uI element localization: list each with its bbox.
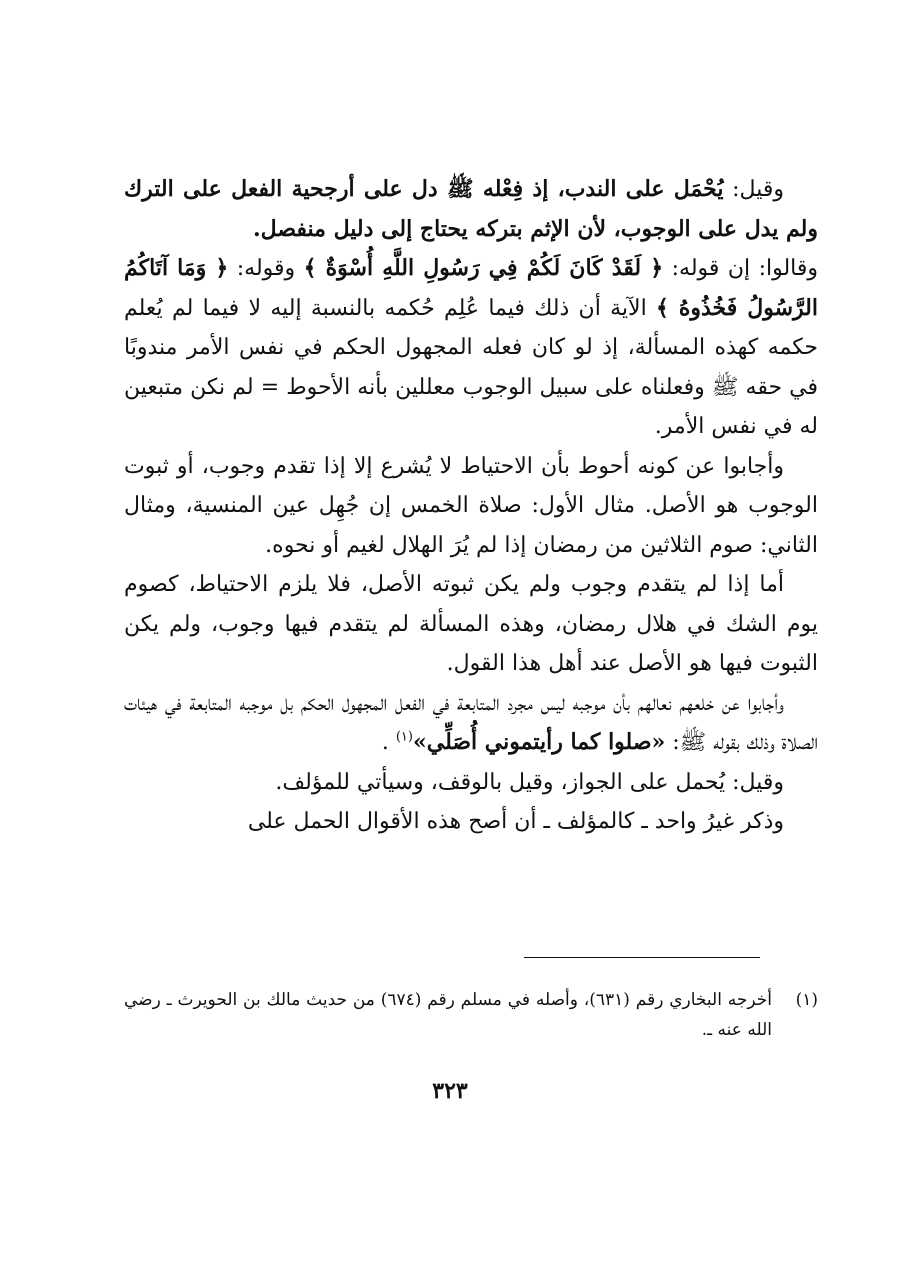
paragraph-2-rest: الآية أن ذلك فيما عُلِم حُكمه بالنسبة إليه لا فيما لم يُعلم حكمه كهذه المسألة، إذ لو كان فعله المجهول الحكم في نفس الأمر مندوبًا في حقه ﷺ وفعلناه على سبيل الوجوب معللين بأنه الأحوط = لم نكن متبعين له في نفس الأمر. <box>124 295 818 439</box>
paragraph-2-mid: وقوله: <box>228 256 304 281</box>
paragraph-6: وقيل: يُحمل على الجواز، وقيل بالوقف، وسيأتي للمؤلف. <box>275 769 784 795</box>
paragraph-2-lead: وقالوا: إن قوله: <box>663 256 819 281</box>
paragraph-4: أما إذا لم يتقدم وجوب ولم يكن ثبوته الأصل، فلا يلزم الاحتياط، كصوم يوم الشك في هلال رمضان، وهذه المسألة لم يتقدم فيها وجوب، ولم يكن الثبوت فيها هو الأصل عند أهل هذا القول. <box>124 572 818 676</box>
quran-verse-2: ﴿ وَمَا آتَاكُمُ الرَّسُولُ فَخُذُوهُ ﴾ <box>124 255 818 321</box>
hadith-quote: «صلوا كما رأيتموني أُصَلِّي» <box>412 729 666 755</box>
footnote-reference: (١) <box>395 729 413 745</box>
footnote-1 <box>124 985 818 1045</box>
paragraph-5-text: وأجابوا عن خلعهم نعالهم بأن موجبه ليس مجرد المتابعة في الفعل المجهول الحكم بل موجبه المتابعة في هيئات الصلاة وذلك بقوله ﷺ: <box>124 690 818 755</box>
paragraph-5-end: . <box>381 730 396 755</box>
paragraph-2 <box>124 249 818 447</box>
paragraph-5 <box>124 684 818 763</box>
footnote-number: (١) <box>795 990 818 1010</box>
footnotes <box>124 985 818 1045</box>
paragraph-1-lead: وقيل: <box>723 177 784 202</box>
paragraph-7: وذكر غيرُ واحد ـ كالمؤلف ـ أن أصح هذه الأقوال الحمل على <box>247 809 784 834</box>
quran-verse-1: ﴿ لَقَدْ كَانَ لَكُمْ فِي رَسُولِ اللَّهِ أُسْوَةٌ ﴾ <box>303 255 664 281</box>
footnote-separator <box>524 957 760 958</box>
paragraph-1 <box>124 170 818 249</box>
main-text <box>124 170 818 842</box>
page-number: ٣٢٣ <box>432 1078 468 1104</box>
paragraph-1-bold: يُحْمَل على الندب، إذ فِعْله ﷺ دل على أرجحية الفعل على الترك ولم يدل على الوجوب، لأن الإثم بتركه يحتاج إلى دليل منفصل. <box>124 176 818 242</box>
paragraph-3: وأجابوا عن كونه أحوط بأن الاحتياط لا يُشرع إلا إذا تقدم وجوب، أو ثبوت الوجوب هو الأصل. مثال الأول: صلاة الخمس إن جُهِل عين المنسية، ومثال الثاني: صوم الثلاثين من رمضان إذا لم يُرَ الهلال لغيم أو نحوه. <box>124 453 818 558</box>
footnote-text: أخرجه البخاري رقم (٦٣١)، وأصله في مسلم رقم (٦٧٤) من حديث مالك بن الحويرث ـ رضي الله عنه ـ. <box>124 990 772 1040</box>
